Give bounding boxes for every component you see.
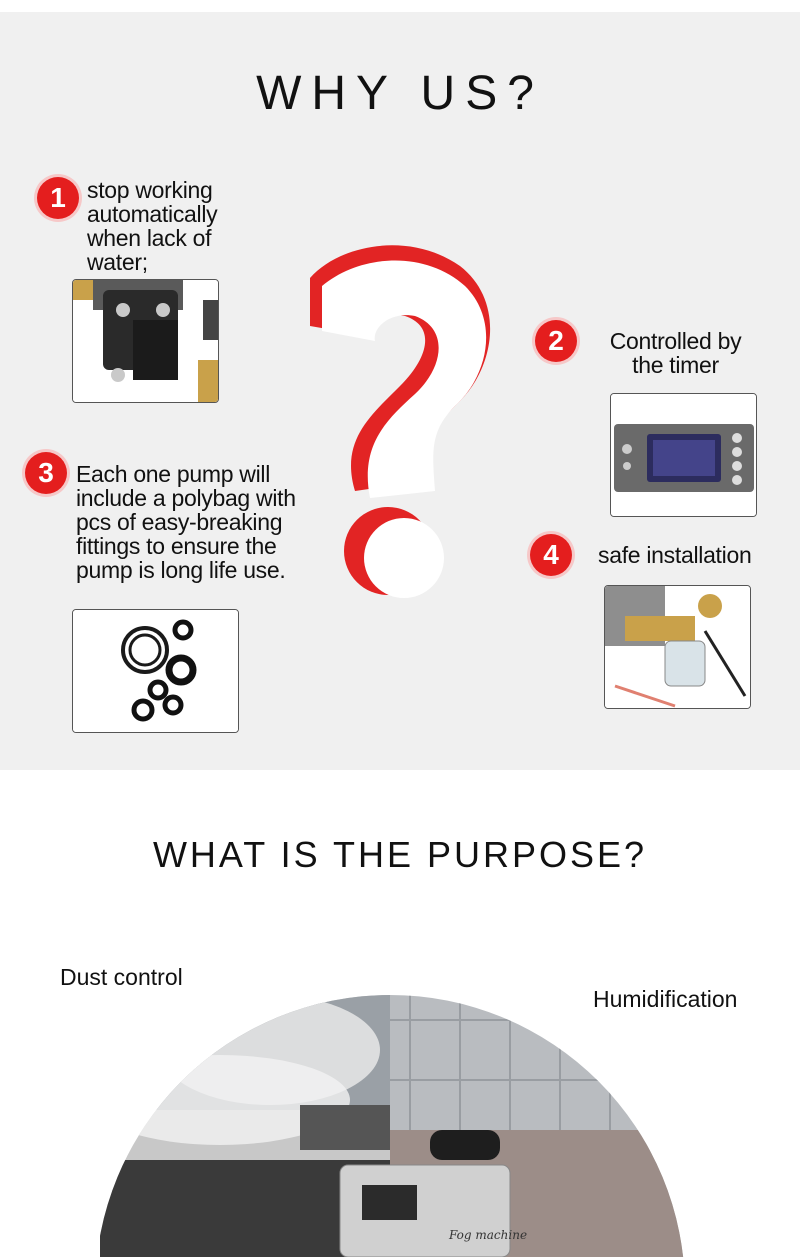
fittings-photo	[72, 609, 239, 733]
installation-photo	[604, 585, 751, 709]
question-mark-graphic	[300, 236, 510, 616]
feature-3-badge: 3	[25, 452, 67, 494]
why-us-title: WHY US?	[256, 67, 544, 120]
feature-1-text: stop working automatically when lack of water;	[87, 177, 218, 275]
timer-photo	[610, 393, 757, 517]
humidification-label: Humidification	[593, 986, 738, 1012]
feature-3-text: Each one pump will include a polybag with pcs of easy-breaking fittings to ensure the pump is long life use.	[76, 461, 296, 583]
feature-2-badge: 2	[535, 320, 577, 362]
feature-4-text: safe installation	[598, 542, 752, 568]
water-sensor-photo	[72, 279, 219, 403]
purpose-collage	[100, 960, 700, 1257]
feature-2-text: Controlled by the timer	[609, 328, 742, 378]
feature-4-badge: 4	[530, 534, 572, 576]
feature-1-badge: 1	[37, 177, 79, 219]
purpose-title: WHAT IS THE PURPOSE?	[152, 834, 648, 875]
dust-control-label: Dust control	[60, 964, 183, 990]
machine-label: Fog machine	[449, 1228, 528, 1242]
